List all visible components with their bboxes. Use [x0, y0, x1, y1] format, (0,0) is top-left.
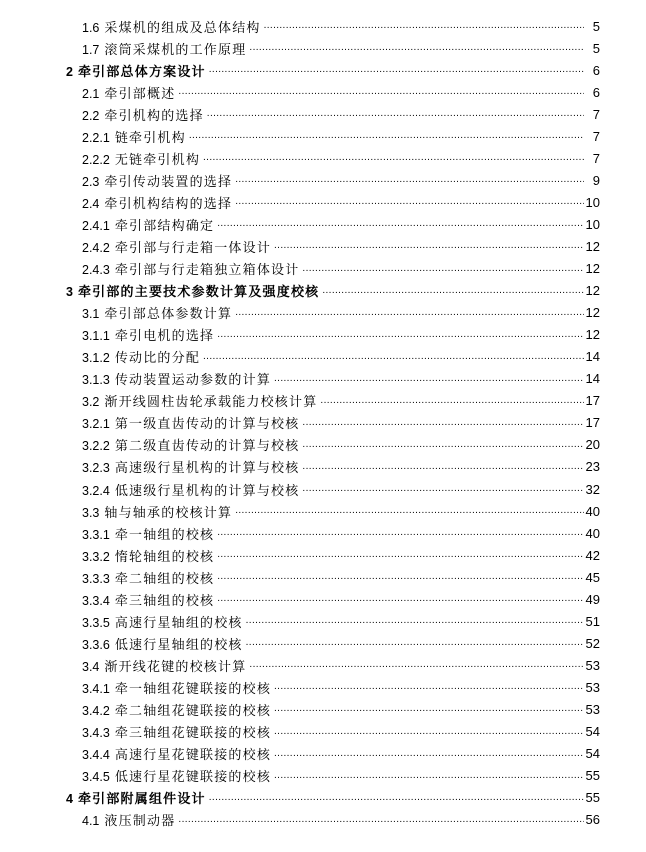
dot-leader	[217, 526, 583, 540]
toc-entry-number: 2.1	[82, 86, 100, 101]
toc-entry-title	[82, 215, 214, 234]
toc-entry-title	[82, 149, 200, 168]
dot-leader	[274, 239, 584, 253]
toc-entry[interactable]	[0, 809, 646, 831]
dot-leader	[302, 460, 583, 474]
toc-entry-title	[82, 171, 232, 190]
toc-entry-page-number: 23	[585, 459, 600, 475]
toc-entry[interactable]	[0, 147, 646, 169]
toc-entry-title	[82, 524, 214, 543]
dot-leader	[302, 262, 583, 276]
toc-entry[interactable]	[0, 15, 646, 37]
dot-leader	[235, 306, 583, 320]
dot-leader	[235, 173, 584, 187]
toc-entry-page-number: 54	[585, 746, 600, 762]
toc-entry[interactable]	[0, 346, 646, 368]
toc-entry-page-number: 6	[592, 84, 600, 100]
toc-entry-number: 3.3.2	[82, 549, 110, 564]
toc-entry[interactable]	[0, 765, 646, 787]
toc-entry-page-number: 10	[585, 194, 600, 210]
toc-entry[interactable]	[0, 743, 646, 765]
toc-entry-number: 1.7	[82, 42, 100, 57]
toc-entry-text: 牵二轴组的校核	[114, 571, 215, 587]
toc-entry-title	[82, 656, 246, 675]
toc-entry[interactable]	[0, 500, 646, 522]
toc-entry-page-number: 5	[592, 40, 600, 56]
toc-entry-title	[82, 237, 271, 256]
dot-leader	[302, 438, 583, 452]
toc-entry-title	[82, 193, 232, 212]
toc-entry-number: 4.1	[82, 814, 100, 829]
toc-entry-title	[66, 61, 206, 80]
toc-entry[interactable]	[0, 258, 646, 280]
toc-entry-text: 牵引电机的选择	[114, 329, 215, 345]
toc-entry[interactable]	[0, 588, 646, 610]
dot-leader	[246, 614, 584, 628]
toc-entry[interactable]	[0, 302, 646, 324]
toc-entry-text: 高速行星轴组的校核	[114, 615, 243, 631]
toc-entry-text: 高速级行星机构的计算与校核	[114, 461, 300, 477]
toc-entry-text: 牵三轴组花键联接的校核	[114, 726, 272, 742]
toc-entry-page-number: 12	[585, 238, 600, 254]
toc-entry-number: 3.2.1	[82, 417, 110, 432]
toc-entry-number: 3.4	[82, 659, 100, 674]
dot-leader	[217, 548, 583, 562]
toc-entry-page-number: 7	[592, 150, 600, 166]
toc-entry-page-number: 7	[592, 128, 600, 144]
toc-entry-page-number: 54	[585, 724, 600, 740]
toc-entry[interactable]	[0, 698, 646, 720]
toc-entry[interactable]	[0, 191, 646, 213]
toc-entry-number: 3.4.1	[82, 681, 110, 696]
toc-entry[interactable]	[0, 280, 646, 302]
toc-entry-text: 牵引部结构确定	[114, 218, 215, 234]
toc-entry[interactable]	[0, 235, 646, 257]
toc-entry-title	[82, 700, 271, 719]
toc-entry-text: 牵引部的主要技术参数计算及强度校核	[77, 285, 320, 301]
dot-leader	[217, 592, 583, 606]
toc-entry-text: 高速行星花键联接的校核	[114, 748, 272, 764]
toc-entry[interactable]	[0, 544, 646, 566]
toc-entry[interactable]	[0, 103, 646, 125]
toc-entry-title	[82, 369, 271, 388]
toc-entry-text: 牵引部总体参数计算	[104, 307, 233, 323]
toc-entry[interactable]	[0, 324, 646, 346]
toc-entry-text: 牵引部总体方案设计	[77, 64, 206, 80]
toc-entry-number: 3.3	[82, 505, 100, 520]
toc-entry[interactable]	[0, 213, 646, 235]
toc-entry-number: 3.1.3	[82, 373, 110, 388]
toc-entry-number: 3.3.4	[82, 593, 110, 608]
dot-leader	[274, 372, 584, 386]
toc-entry-title	[82, 39, 246, 58]
toc-entry[interactable]	[0, 654, 646, 676]
toc-entry[interactable]	[0, 37, 646, 59]
toc-entry-number: 3.3.3	[82, 571, 110, 586]
toc-entry-title	[82, 17, 261, 36]
toc-entry-number: 3.1.1	[82, 329, 110, 344]
table-of-contents	[0, 15, 646, 831]
toc-entry-number: 2.2.1	[82, 130, 110, 145]
dot-leader	[217, 570, 583, 584]
dot-leader	[235, 195, 583, 209]
toc-entry-page-number: 40	[585, 503, 600, 519]
dot-leader	[189, 129, 584, 143]
toc-entry-number: 2.4.1	[82, 218, 110, 233]
dot-leader	[249, 41, 584, 55]
toc-entry-title	[82, 457, 299, 476]
dot-leader	[235, 504, 583, 518]
toc-entry-page-number: 55	[585, 790, 600, 806]
toc-entry-page-number: 7	[592, 106, 600, 122]
toc-entry-page-number: 10	[585, 216, 600, 232]
toc-entry-title	[82, 678, 271, 697]
toc-entry-page-number: 12	[585, 283, 600, 299]
dot-leader	[209, 63, 584, 77]
toc-entry-title	[82, 568, 214, 587]
toc-entry-page-number: 40	[585, 525, 600, 541]
toc-entry-text: 传动比的分配	[114, 351, 201, 367]
toc-entry[interactable]	[0, 59, 646, 81]
dot-leader	[320, 394, 583, 408]
dot-leader	[264, 19, 584, 33]
toc-entry-number: 3.4.4	[82, 748, 110, 763]
toc-entry-text: 渐开线花键的校核计算	[104, 659, 247, 675]
toc-entry-title	[82, 413, 299, 432]
toc-entry[interactable]	[0, 632, 646, 654]
toc-entry-text: 牵一轴组的校核	[114, 527, 215, 543]
toc-entry-title	[82, 83, 175, 102]
toc-entry-page-number: 5	[592, 18, 600, 34]
toc-entry[interactable]	[0, 478, 646, 500]
toc-entry-text: 轴与轴承的校核计算	[104, 505, 233, 521]
toc-entry-text: 滚筒采煤机的工作原理	[104, 42, 247, 58]
toc-entry-number: 3.4.3	[82, 726, 110, 741]
dot-leader	[249, 658, 583, 672]
toc-entry-title	[82, 634, 243, 653]
dot-leader	[274, 680, 584, 694]
toc-entry[interactable]	[0, 522, 646, 544]
toc-entry-page-number: 53	[585, 679, 600, 695]
toc-entry-title	[82, 766, 271, 785]
toc-entry-number: 3.3.5	[82, 615, 110, 630]
toc-entry-number: 2	[66, 64, 73, 79]
toc-entry-text: 第二级直齿传动的计算与校核	[114, 439, 300, 455]
dot-leader	[203, 350, 584, 364]
dot-leader	[207, 107, 584, 121]
dot-leader	[178, 85, 584, 99]
toc-entry[interactable]	[0, 368, 646, 390]
toc-entry-text: 第一级直齿传动的计算与校核	[114, 417, 300, 433]
dot-leader	[274, 747, 584, 761]
toc-entry-page-number: 20	[585, 437, 600, 453]
toc-entry[interactable]	[0, 566, 646, 588]
dot-leader	[217, 217, 583, 231]
toc-entry-number: 4	[66, 792, 73, 807]
toc-entry-number: 3.2.3	[82, 461, 110, 476]
toc-entry-text: 牵引传动装置的选择	[104, 174, 233, 190]
toc-entry-title	[82, 325, 214, 344]
toc-entry-text: 牵一轴组花键联接的校核	[114, 681, 272, 697]
toc-entry-page-number: 14	[585, 371, 600, 387]
toc-entry[interactable]	[0, 456, 646, 478]
toc-entry-number: 3.2.2	[82, 439, 110, 454]
dot-leader	[217, 328, 583, 342]
dot-leader	[322, 284, 583, 298]
toc-entry-title	[82, 435, 299, 454]
dot-leader	[209, 791, 584, 805]
toc-entry[interactable]	[0, 676, 646, 698]
toc-entry-number: 3.3.1	[82, 527, 110, 542]
toc-entry-number: 2.4	[82, 196, 100, 211]
toc-entry-title	[82, 546, 214, 565]
toc-entry-title	[82, 259, 299, 278]
toc-entry-title	[82, 391, 317, 410]
toc-entry-page-number: 49	[585, 591, 600, 607]
toc-entry-title	[66, 788, 206, 807]
toc-entry-number: 3.1	[82, 307, 100, 322]
toc-entry-title	[82, 502, 232, 521]
toc-entry-page-number: 6	[592, 62, 600, 78]
toc-entry-page-number: 52	[585, 635, 600, 651]
toc-entry-title	[82, 127, 186, 146]
toc-entry[interactable]	[0, 434, 646, 456]
toc-entry-number: 3	[66, 285, 73, 300]
toc-entry[interactable]	[0, 390, 646, 412]
toc-entry-text: 无链牵引机构	[114, 152, 201, 168]
toc-entry-text: 低速行星花键联接的校核	[114, 770, 272, 786]
toc-entry-page-number: 14	[585, 349, 600, 365]
toc-entry-text: 低速行星轴组的校核	[114, 637, 243, 653]
dot-leader	[203, 151, 584, 165]
toc-entry-title	[82, 590, 214, 609]
toc-entry-number: 3.2.4	[82, 483, 110, 498]
toc-entry-number: 2.4.3	[82, 263, 110, 278]
toc-entry-text: 牵二轴组花键联接的校核	[114, 703, 272, 719]
toc-entry-text: 采煤机的组成及总体结构	[104, 20, 261, 36]
toc-entry-number: 3.4.2	[82, 703, 110, 718]
toc-entry-text: 低速级行星机构的计算与校核	[114, 483, 300, 499]
toc-entry-text: 传动装置运动参数的计算	[114, 373, 272, 389]
toc-entry-number: 3.2	[82, 395, 100, 410]
toc-entry[interactable]	[0, 169, 646, 191]
toc-entry-number: 3.1.2	[82, 351, 110, 366]
toc-entry-title	[82, 303, 232, 322]
toc-entry-text: 液压制动器	[104, 814, 176, 830]
dot-leader	[302, 482, 583, 496]
toc-entry-text: 惰轮轴组的校核	[114, 549, 215, 565]
toc-entry-number: 3.4.5	[82, 770, 110, 785]
toc-entry-text: 牵引机构的选择	[104, 108, 204, 124]
toc-entry-title	[82, 105, 204, 124]
toc-entry-page-number: 55	[585, 768, 600, 784]
toc-entry-title	[82, 722, 271, 741]
toc-entry-text: 链牵引机构	[114, 130, 186, 146]
toc-entry-text: 牵引部与行走箱一体设计	[114, 240, 272, 256]
toc-entry-page-number: 17	[585, 415, 600, 431]
dot-leader	[274, 769, 584, 783]
toc-entry-page-number: 12	[585, 327, 600, 343]
toc-entry-text: 渐开线圆柱齿轮承载能力校核计算	[104, 395, 318, 411]
dot-leader	[246, 636, 584, 650]
toc-entry-text: 牵三轴组的校核	[114, 593, 215, 609]
toc-entry-number: 2.2	[82, 108, 100, 123]
toc-entry-text: 牵引机构结构的选择	[104, 196, 233, 212]
toc-entry-text: 牵引部概述	[104, 86, 176, 102]
toc-entry-page-number: 32	[585, 481, 600, 497]
toc-entry-number: 2.2.2	[82, 152, 110, 167]
toc-entry-number: 3.3.6	[82, 637, 110, 652]
toc-entry-page-number: 9	[592, 172, 600, 188]
toc-entry-page-number: 56	[585, 812, 600, 828]
dot-leader	[302, 416, 583, 430]
toc-entry-page-number: 42	[585, 547, 600, 563]
dot-leader	[178, 813, 583, 827]
toc-entry[interactable]	[0, 125, 646, 147]
toc-entry-title	[82, 480, 299, 499]
toc-entry-text: 牵引部附属组件设计	[77, 792, 206, 808]
toc-entry-page-number: 51	[585, 613, 600, 629]
toc-entry-page-number: 45	[585, 569, 600, 585]
dot-leader	[274, 725, 584, 739]
toc-entry-text: 牵引部与行走箱独立箱体设计	[114, 263, 300, 279]
toc-entry-page-number: 17	[585, 393, 600, 409]
toc-entry[interactable]	[0, 787, 646, 809]
toc-entry-title	[82, 347, 200, 366]
toc-entry-title	[66, 281, 319, 300]
toc-entry-number: 2.4.2	[82, 240, 110, 255]
toc-entry-title	[82, 744, 271, 763]
toc-entry-number: 2.3	[82, 174, 100, 189]
toc-entry-page-number: 53	[585, 657, 600, 673]
toc-entry[interactable]	[0, 610, 646, 632]
toc-entry[interactable]	[0, 721, 646, 743]
toc-entry-page-number: 12	[585, 261, 600, 277]
toc-entry-title	[82, 612, 243, 631]
toc-entry-page-number: 12	[585, 305, 600, 321]
toc-entry-number: 1.6	[82, 20, 100, 35]
dot-leader	[274, 702, 584, 716]
toc-entry[interactable]	[0, 81, 646, 103]
toc-entry-title	[82, 810, 175, 829]
toc-entry[interactable]	[0, 412, 646, 434]
toc-entry-page-number: 53	[585, 701, 600, 717]
